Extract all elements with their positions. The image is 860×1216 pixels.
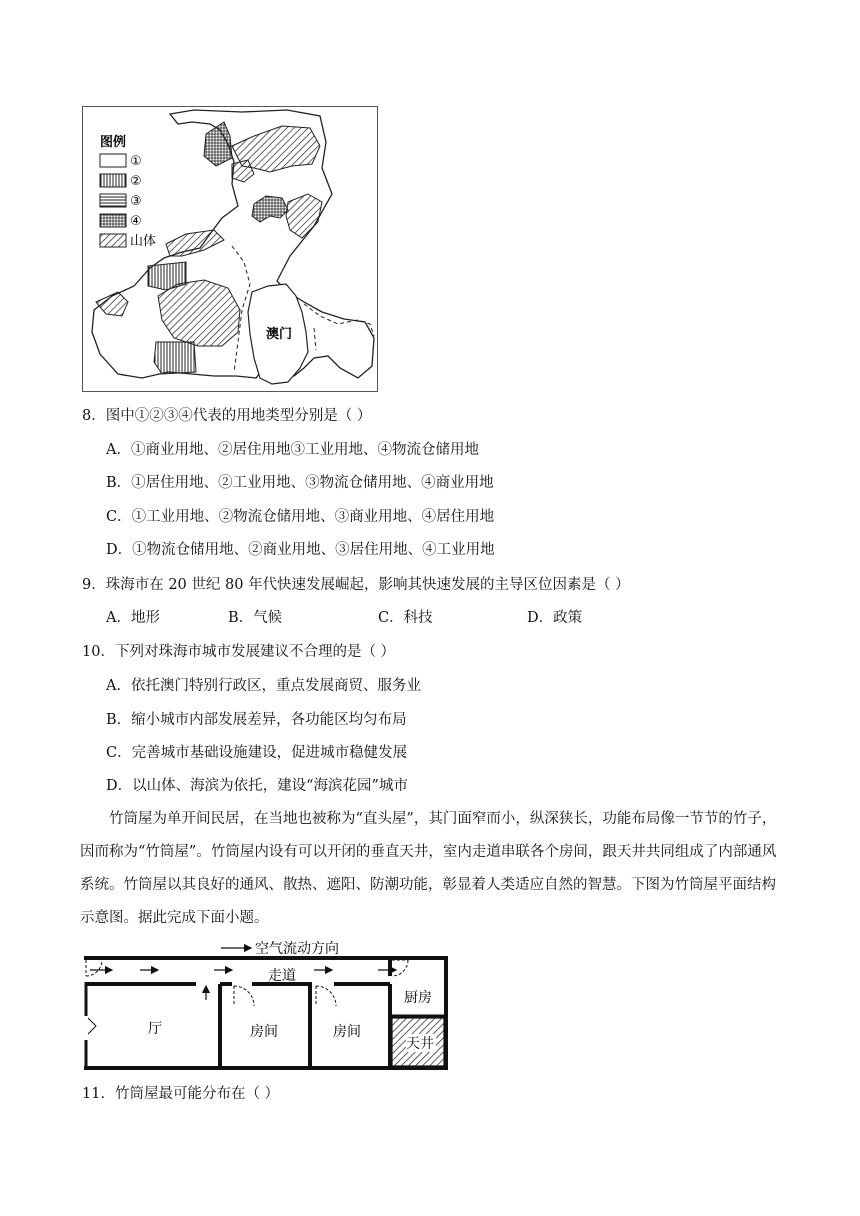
entrance-door [86, 960, 102, 976]
question-11-stem: 11．竹筒屋最可能分布在（ ） [82, 1086, 280, 1102]
room1-door [234, 986, 254, 1006]
question-10-option-d: D．以山体、海滨为依托，建设“海滨花园”城市 [106, 778, 408, 794]
passage-text: 竹筒屋为单开间民居，在当地也被称为“直头屋”，其门面窄而小，纵深狭长，功能布局像一节节的竹子，因而称为“竹筒屋”。竹筒屋内设有可以开闭的垂直天井，室内走道串联各个房间，跟天井共同组成了内部通风系统。竹筒屋以其良好的通风、散热、遮阳、防潮功能，彰显着人类适应自然的智慧。下图为竹筒屋平面结构示意图。据此完成下面小题。 [80, 811, 777, 926]
side-door [88, 1018, 96, 1034]
question-9-stem: 9．珠海市在 20 世纪 80 年代快速发展崛起，影响其快速发展的主导区位因素是（ ） [82, 577, 630, 593]
legend-label-1: ① [130, 154, 142, 169]
legend-swatch-horizontal [100, 194, 126, 207]
room-2-label: 房间 [333, 1024, 361, 1040]
bamboo-house-floor-plan [78, 936, 452, 1076]
legend-label-4: ④ [130, 214, 142, 229]
airflow-label: 空气流动方向 [255, 941, 339, 957]
kitchen-label: 厨房 [404, 990, 432, 1006]
vertical-line-patch [154, 342, 196, 374]
question-9-option-d: D．政策 [527, 610, 583, 626]
legend-swatch-vertical [100, 174, 126, 187]
legend-label-2: ② [130, 174, 142, 189]
legend-swatch-diagonal [100, 234, 126, 247]
question-8-option-a: A．①商业用地、②居住用地③工业用地、④物流仓储用地 [106, 442, 479, 458]
hall-label: 厅 [148, 1021, 162, 1037]
macau-label: 澳门 [266, 327, 293, 342]
room-1-label: 房间 [250, 1024, 278, 1040]
legend-swatch-grid [100, 214, 126, 227]
question-8-option-b: B．①居住用地、②工业用地、③物流仓储用地、④商业用地 [106, 475, 494, 491]
legend-title: 图例 [100, 135, 127, 150]
reading-passage [80, 803, 786, 935]
skylight-label: 天井 [406, 1036, 434, 1052]
question-8-stem: 8．图中①②③④代表的用地类型分别是（ ） [82, 408, 372, 424]
question-10-stem: 10．下列对珠海市城市发展建议不合理的是（ ） [82, 644, 396, 660]
room2-door [316, 986, 336, 1006]
legend-label-3: ③ [130, 194, 142, 209]
question-10-option-a: A．依托澳门特别行政区，重点发展商贸、服务业 [106, 678, 421, 694]
question-9-option-b: B．气候 [228, 610, 283, 626]
question-9-option-c: C．科技 [378, 610, 433, 626]
question-10-option-b: B．缩小城市内部发展差异，各功能区均匀布局 [106, 712, 407, 728]
legend-swatch-blank [100, 154, 126, 167]
question-10-option-c: C．完善城市基础设施建设，促进城市稳健发展 [106, 745, 408, 761]
question-8-option-c: C．①工业用地、②物流仓储用地、③商业用地、④居住用地 [106, 509, 495, 525]
legend-label-mountain: 山体 [130, 234, 157, 249]
corridor-label: 走道 [268, 968, 296, 984]
question-9-option-a: A．地形 [106, 610, 160, 626]
kitchen-door [392, 960, 408, 976]
question-8-option-d: D．①物流仓储用地、②商业用地、③居住用地、④工业用地 [106, 542, 495, 558]
zhuhai-land-use-map [82, 106, 378, 392]
